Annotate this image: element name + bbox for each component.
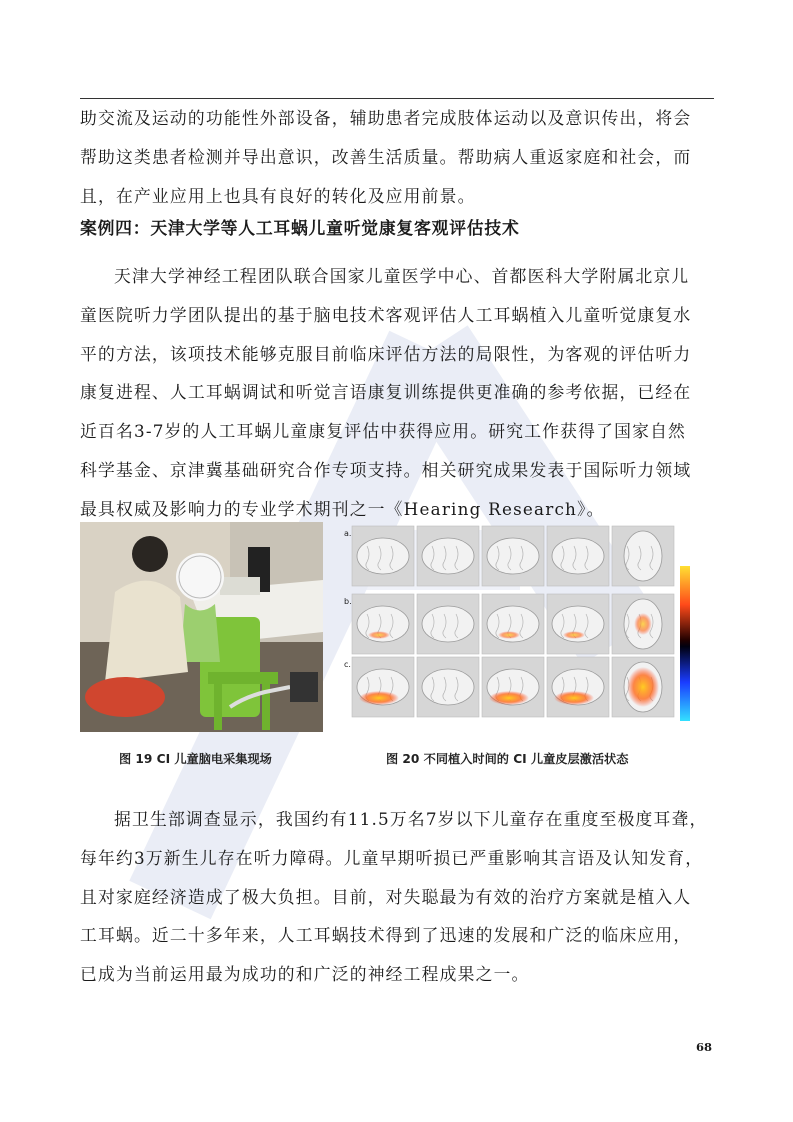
case-title: 案例四：天津大学等人工耳蜗儿童听觉康复客观评估技术 [80,218,520,238]
activation-region [554,691,594,705]
text-line: 助交流及运动的功能性外部设备，辅助患者完成肢体运动以及意识传出，将会 [80,108,692,128]
brain-panels [352,526,674,717]
brain-outline [552,538,604,574]
text-line: 最具权威及影响力的专业学术期刊之一《Hearing Research》。 [80,498,605,519]
text-line: 平的方法，该项技术能够克服目前临床评估方法的局限性，为客观的评估听力 [80,343,692,364]
activation-colorbar [680,566,690,721]
text-line: 且对家庭经济造成了极大负担。目前，对失聪最为有效的治疗方案就是植入人 [80,886,692,907]
activation-region [634,613,652,635]
case-paragraph [80,257,714,529]
brain-outline [422,538,474,574]
brain-outline [487,538,539,574]
text-line: 工耳蜗。近二十多年来，人工耳蜗技术得到了迅速的发展和广泛的临床应用， [80,925,692,946]
brain-outline [357,538,409,574]
figure-19-caption: 图 19 CI 儿童脑电采集现场 [119,752,272,766]
activation-region [627,667,659,707]
text-line: 每年约3万新生儿存在听力障碍。儿童早期听损已严重影响其言语及认知发育， [80,847,704,868]
activation-region [359,691,399,705]
activation-region [498,631,520,639]
text-line: 天津大学神经工程团队联合国家儿童医学中心、首都医科大学附属北京儿 [114,266,690,286]
activation-region [489,691,529,705]
brain-outline [422,669,474,705]
text-line: 科学基金、京津冀基础研究合作专项支持。相关研究成果发表于国际听力领域 [80,459,692,480]
text-line: 康复进程、人工耳蜗调试和听觉言语康复训练提供更准确的参考依据，已经在 [80,382,692,403]
activation-region [563,631,585,639]
brain-outline [624,531,662,581]
top-paragraph [80,99,714,215]
eeg-acquisition-photo [80,522,323,732]
text-line: 且，在产业应用上也具有良好的转化及应用前景。 [80,185,476,206]
brain-outline [422,606,474,642]
bottom-paragraph [80,800,714,994]
text-line: 童医院听力学团队提出的基于脑电技术客观评估人工耳蜗植入儿童听觉康复水 [80,304,692,325]
row-label-c: c. [344,660,351,669]
row-label-b: b. [344,597,352,606]
text-line: 已成为当前运用最为成功的和广泛的神经工程成果之一。 [80,964,530,985]
text-line: 据卫生部调查显示，我国约有11.5万名7岁以下儿童存在重度至极度耳聋， [114,809,708,829]
text-line: 帮助这类患者检测并导出意识，改善生活质量。帮助病人重返家庭和社会，而 [80,146,692,167]
page-number: 68 [696,1040,713,1054]
row-label-a: a. [344,529,352,538]
figure-20-caption: 图 20 不同植入时间的 CI 儿童皮层激活状态 [386,752,629,766]
text-line: 近百名3-7岁的人工耳蜗儿童康复评估中获得应用。研究工作获得了国家自然 [80,421,687,442]
cortical-activation-figure [344,524,714,724]
activation-region [368,631,390,639]
